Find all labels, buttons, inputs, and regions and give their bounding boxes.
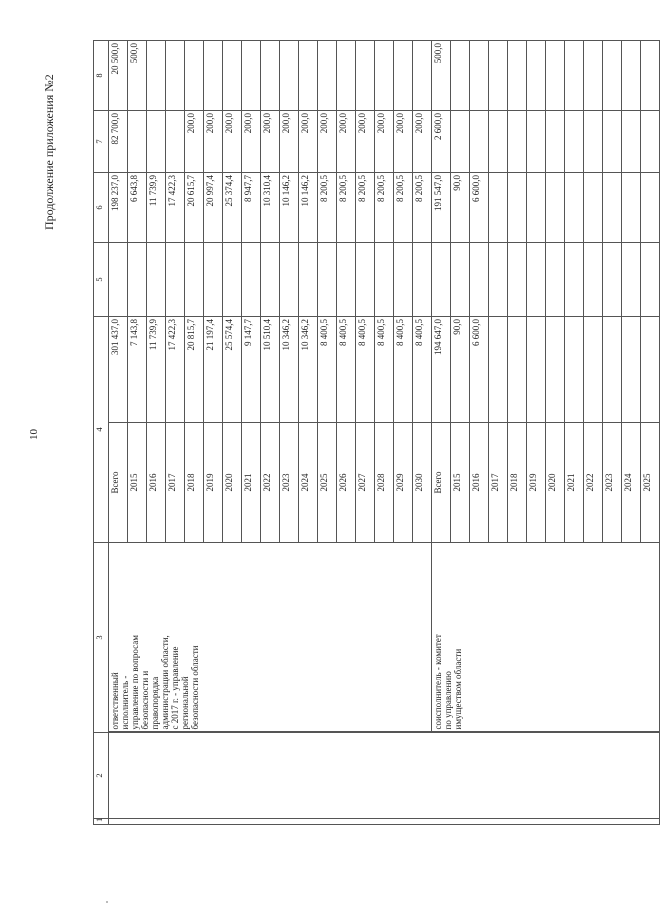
col6-amount-cell bbox=[641, 173, 660, 243]
year-cell: 2020 bbox=[546, 423, 565, 543]
col5-amount-cell bbox=[280, 243, 299, 317]
col5-amount-cell bbox=[242, 243, 261, 317]
table-body bbox=[94, 41, 660, 825]
col6-amount-cell: 17 422,3 bbox=[166, 173, 185, 243]
col7-amount-cell bbox=[166, 111, 185, 173]
col5-amount-cell bbox=[185, 243, 204, 317]
col6-amount-cell: 20 997,4 bbox=[204, 173, 223, 243]
appendix-title: Продолжение приложения №2 bbox=[42, 74, 56, 230]
col7-amount-cell: 200,0 bbox=[242, 111, 261, 173]
total-amount-cell: 20 815,7 bbox=[185, 317, 204, 423]
col7-amount-cell bbox=[546, 111, 565, 173]
col6-amount-cell: 90,0 bbox=[451, 173, 470, 243]
executor-line: по управлению bbox=[443, 671, 453, 730]
year-cell: 2029 bbox=[394, 423, 413, 543]
table-row bbox=[432, 41, 451, 825]
total-amount-cell: 9 147,7 bbox=[242, 317, 261, 423]
funding-table bbox=[93, 40, 660, 825]
col5-amount-cell bbox=[204, 243, 223, 317]
col6-amount-cell: 198 237,0 bbox=[109, 173, 128, 243]
col8-amount-cell bbox=[641, 41, 660, 111]
col6-amount-cell: 8 947,7 bbox=[242, 173, 261, 243]
col7-amount-cell: 200,0 bbox=[394, 111, 413, 173]
col6-amount-cell: 11 739,9 bbox=[147, 173, 166, 243]
col7-amount-cell: 200,0 bbox=[223, 111, 242, 173]
col6-amount-cell: 8 200,5 bbox=[394, 173, 413, 243]
col5-amount-cell bbox=[147, 243, 166, 317]
total-amount-cell bbox=[584, 317, 603, 423]
col5-amount-cell bbox=[394, 243, 413, 317]
col7-amount-cell bbox=[641, 111, 660, 173]
year-cell: 2025 bbox=[641, 423, 660, 543]
col8-amount-cell bbox=[318, 41, 337, 111]
total-amount-cell: 301 437,0 bbox=[109, 317, 128, 423]
col7-amount-cell: 200,0 bbox=[185, 111, 204, 173]
col6-amount-cell bbox=[565, 173, 584, 243]
year-cell: 2023 bbox=[603, 423, 622, 543]
executor-line: правопорядка bbox=[150, 676, 160, 730]
total-amount-cell bbox=[546, 317, 565, 423]
total-amount-cell: 6 600,0 bbox=[470, 317, 489, 423]
col5-amount-cell bbox=[470, 243, 489, 317]
col8-amount-cell bbox=[185, 41, 204, 111]
total-amount-cell: 10 510,4 bbox=[261, 317, 280, 423]
executor-line: с 2017 г. - управление bbox=[170, 646, 180, 730]
col8-amount-cell bbox=[508, 41, 527, 111]
year-cell: 2021 bbox=[242, 423, 261, 543]
col6-amount-cell: 8 200,5 bbox=[337, 173, 356, 243]
col5-amount-cell bbox=[337, 243, 356, 317]
year-cell: 2021 bbox=[565, 423, 584, 543]
total-amount-cell bbox=[527, 317, 546, 423]
executor-line: региональной bbox=[180, 676, 190, 730]
year-cell: 2017 bbox=[166, 423, 185, 543]
total-amount-cell bbox=[565, 317, 584, 423]
col6-amount-cell: 10 310,4 bbox=[261, 173, 280, 243]
year-cell: 2028 bbox=[375, 423, 394, 543]
year-cell: 2025 bbox=[318, 423, 337, 543]
total-amount-cell: 8 400,5 bbox=[337, 317, 356, 423]
year-cell: 2027 bbox=[356, 423, 375, 543]
header-cell-1: 1 bbox=[94, 819, 109, 825]
executor-line: соисполнитель - комитет bbox=[433, 634, 443, 730]
header-cell-4: 4 bbox=[94, 317, 109, 543]
year-cell: 2030 bbox=[413, 423, 432, 543]
col8-amount-cell bbox=[451, 41, 470, 111]
year-cell: 2017 bbox=[489, 423, 508, 543]
col5-amount-cell bbox=[527, 243, 546, 317]
executor-line: исполнитель - bbox=[120, 675, 130, 730]
col5-amount-cell bbox=[565, 243, 584, 317]
col8-amount-cell bbox=[147, 41, 166, 111]
col8-amount-cell: 500,0 bbox=[432, 41, 451, 111]
col7-amount-cell bbox=[584, 111, 603, 173]
col7-amount-cell: 2 600,0 bbox=[432, 111, 451, 173]
year-cell: 2022 bbox=[261, 423, 280, 543]
total-amount-cell bbox=[641, 317, 660, 423]
col7-amount-cell bbox=[489, 111, 508, 173]
col5-amount-cell bbox=[261, 243, 280, 317]
col5-amount-cell bbox=[622, 243, 641, 317]
page-number: 10 bbox=[28, 429, 40, 440]
col6-amount-cell: 25 374,4 bbox=[223, 173, 242, 243]
total-amount-cell: 10 346,2 bbox=[280, 317, 299, 423]
year-cell: 2026 bbox=[337, 423, 356, 543]
executor-cell bbox=[109, 543, 432, 733]
year-cell: 2024 bbox=[299, 423, 318, 543]
col8-amount-cell bbox=[166, 41, 185, 111]
col7-amount-cell bbox=[622, 111, 641, 173]
total-amount-cell: 10 346,2 bbox=[299, 317, 318, 423]
col8-amount-cell bbox=[261, 41, 280, 111]
col7-amount-cell bbox=[527, 111, 546, 173]
col6-amount-cell bbox=[584, 173, 603, 243]
executor-line: безопасности области bbox=[190, 645, 200, 730]
year-cell: 2016 bbox=[147, 423, 166, 543]
col8-amount-cell bbox=[204, 41, 223, 111]
total-amount-cell: 7 143,8 bbox=[128, 317, 147, 423]
col7-amount-cell bbox=[451, 111, 470, 173]
header-cell-2: 2 bbox=[94, 733, 109, 819]
total-amount-cell: 8 400,5 bbox=[413, 317, 432, 423]
col5-amount-cell bbox=[223, 243, 242, 317]
col7-amount-cell: 200,0 bbox=[375, 111, 394, 173]
total-amount-cell bbox=[508, 317, 527, 423]
col5-amount-cell bbox=[603, 243, 622, 317]
col8-amount-cell: 20 500,0 bbox=[109, 41, 128, 111]
col5-amount-cell bbox=[413, 243, 432, 317]
col7-amount-cell: 200,0 bbox=[337, 111, 356, 173]
col8-amount-cell bbox=[375, 41, 394, 111]
col7-amount-cell bbox=[128, 111, 147, 173]
col8-amount-cell bbox=[470, 41, 489, 111]
header-cell-6: 6 bbox=[94, 173, 109, 243]
col8-amount-cell bbox=[546, 41, 565, 111]
col7-amount-cell: 200,0 bbox=[356, 111, 375, 173]
year-cell: Всего bbox=[432, 423, 451, 543]
col8-amount-cell bbox=[565, 41, 584, 111]
col6-amount-cell: 6 600,0 bbox=[470, 173, 489, 243]
col7-amount-cell bbox=[508, 111, 527, 173]
col8-amount-cell bbox=[413, 41, 432, 111]
col7-amount-cell bbox=[565, 111, 584, 173]
executor-line: имуществом области bbox=[453, 648, 463, 730]
col7-amount-cell: 200,0 bbox=[413, 111, 432, 173]
col6-amount-cell bbox=[527, 173, 546, 243]
total-amount-cell: 8 400,5 bbox=[356, 317, 375, 423]
col8-amount-cell bbox=[584, 41, 603, 111]
total-amount-cell: 8 400,5 bbox=[394, 317, 413, 423]
col7-amount-cell: 200,0 bbox=[299, 111, 318, 173]
col6-amount-cell: 8 200,5 bbox=[318, 173, 337, 243]
year-cell: 2020 bbox=[223, 423, 242, 543]
col5-amount-cell bbox=[508, 243, 527, 317]
col6-amount-cell bbox=[622, 173, 641, 243]
col6-amount-cell bbox=[489, 173, 508, 243]
col8-amount-cell bbox=[242, 41, 261, 111]
year-cell: 2015 bbox=[451, 423, 470, 543]
col6-amount-cell bbox=[603, 173, 622, 243]
header-cell-5: 5 bbox=[94, 243, 109, 317]
col7-amount-cell: 200,0 bbox=[204, 111, 223, 173]
col5-amount-cell bbox=[128, 243, 147, 317]
col6-amount-cell: 8 200,5 bbox=[413, 173, 432, 243]
year-cell: 2015 bbox=[128, 423, 147, 543]
col6-amount-cell: 10 146,2 bbox=[280, 173, 299, 243]
col5-amount-cell bbox=[356, 243, 375, 317]
executor-line: администрации области, bbox=[160, 635, 170, 730]
year-cell: 2016 bbox=[470, 423, 489, 543]
col2-merged-cell bbox=[109, 733, 660, 819]
total-amount-cell: 8 400,5 bbox=[375, 317, 394, 423]
executor-line: безопасности и bbox=[140, 670, 150, 730]
total-amount-cell: 11 739,9 bbox=[147, 317, 166, 423]
col8-amount-cell bbox=[356, 41, 375, 111]
col8-amount-cell bbox=[280, 41, 299, 111]
year-cell: Всего bbox=[109, 423, 128, 543]
col6-amount-cell bbox=[508, 173, 527, 243]
executor-line: управление по вопросам bbox=[130, 635, 140, 730]
total-amount-cell: 8 400,5 bbox=[318, 317, 337, 423]
total-amount-cell: 21 197,4 bbox=[204, 317, 223, 423]
col6-amount-cell: 6 643,8 bbox=[128, 173, 147, 243]
executor-line: ответственный bbox=[110, 672, 120, 730]
col5-amount-cell bbox=[166, 243, 185, 317]
col1-merged-cell bbox=[109, 819, 660, 825]
col6-amount-cell bbox=[546, 173, 565, 243]
total-amount-cell: 90,0 bbox=[451, 317, 470, 423]
col7-amount-cell bbox=[603, 111, 622, 173]
col7-amount-cell: 200,0 bbox=[261, 111, 280, 173]
col7-amount-cell: 200,0 bbox=[280, 111, 299, 173]
col8-amount-cell: 500,0 bbox=[128, 41, 147, 111]
col5-amount-cell bbox=[318, 243, 337, 317]
total-amount-cell bbox=[603, 317, 622, 423]
col7-amount-cell bbox=[470, 111, 489, 173]
year-cell: 2018 bbox=[185, 423, 204, 543]
col5-amount-cell bbox=[109, 243, 128, 317]
col7-amount-cell: 82 700,0 bbox=[109, 111, 128, 173]
total-amount-cell bbox=[622, 317, 641, 423]
col6-amount-cell: 191 547,0 bbox=[432, 173, 451, 243]
executor-cell bbox=[432, 543, 660, 733]
header-row bbox=[94, 41, 109, 825]
col8-amount-cell bbox=[337, 41, 356, 111]
col8-amount-cell bbox=[603, 41, 622, 111]
scan-speck bbox=[106, 901, 108, 903]
year-cell: 2023 bbox=[280, 423, 299, 543]
col6-amount-cell: 20 615,7 bbox=[185, 173, 204, 243]
year-cell: 2018 bbox=[508, 423, 527, 543]
col5-amount-cell bbox=[451, 243, 470, 317]
table-row bbox=[109, 41, 128, 825]
col6-amount-cell: 8 200,5 bbox=[375, 173, 394, 243]
col8-amount-cell bbox=[394, 41, 413, 111]
col6-amount-cell: 10 146,2 bbox=[299, 173, 318, 243]
col5-amount-cell bbox=[546, 243, 565, 317]
col6-amount-cell: 8 200,5 bbox=[356, 173, 375, 243]
header-cell-3: 3 bbox=[94, 543, 109, 733]
col5-amount-cell bbox=[299, 243, 318, 317]
col5-amount-cell bbox=[489, 243, 508, 317]
col8-amount-cell bbox=[622, 41, 641, 111]
col5-amount-cell bbox=[641, 243, 660, 317]
year-cell: 2024 bbox=[622, 423, 641, 543]
col7-amount-cell bbox=[147, 111, 166, 173]
total-amount-cell: 25 574,4 bbox=[223, 317, 242, 423]
col5-amount-cell bbox=[375, 243, 394, 317]
year-cell: 2019 bbox=[204, 423, 223, 543]
col8-amount-cell bbox=[299, 41, 318, 111]
total-amount-cell: 194 647,0 bbox=[432, 317, 451, 423]
col8-amount-cell bbox=[489, 41, 508, 111]
year-cell: 2019 bbox=[527, 423, 546, 543]
col8-amount-cell bbox=[223, 41, 242, 111]
year-cell: 2022 bbox=[584, 423, 603, 543]
col5-amount-cell bbox=[584, 243, 603, 317]
total-amount-cell: 17 422,3 bbox=[166, 317, 185, 423]
total-amount-cell bbox=[489, 317, 508, 423]
header-cell-7: 7 bbox=[94, 111, 109, 173]
col8-amount-cell bbox=[527, 41, 546, 111]
header-cell-8: 8 bbox=[94, 41, 109, 111]
col7-amount-cell: 200,0 bbox=[318, 111, 337, 173]
col5-amount-cell bbox=[432, 243, 451, 317]
